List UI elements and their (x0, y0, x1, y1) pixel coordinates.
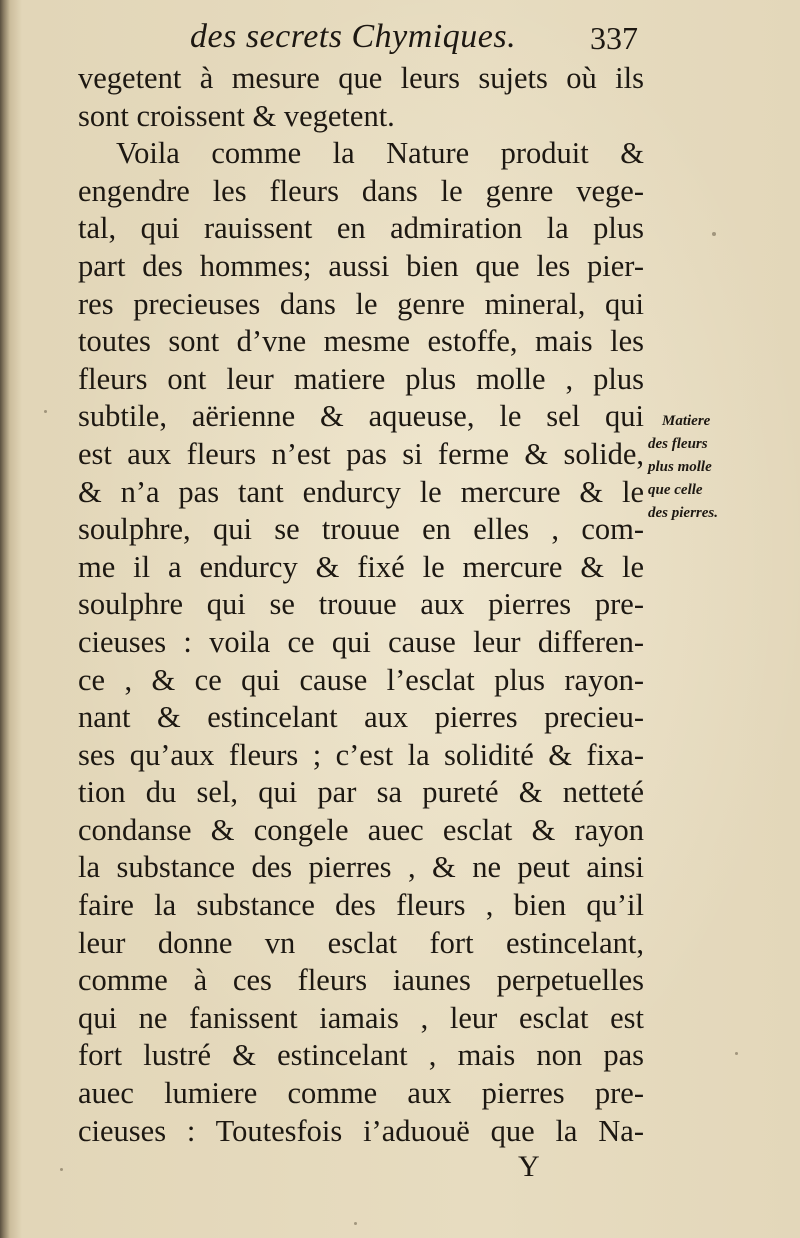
text-line: vegetent à mesure que leurs sujets où ils (78, 61, 644, 95)
paper-speck (354, 1222, 357, 1225)
margin-note-line: Matiere (662, 413, 711, 429)
text-line: cieuses : voila ce qui cause leur differen- (78, 624, 644, 659)
text-line: fort lustré & estincelant , mais non pas (78, 1038, 644, 1073)
paper-speck (44, 410, 47, 413)
margin-note-line: des fleurs (648, 436, 708, 452)
text-line: nant & estincelant aux pierres precieu- (78, 700, 644, 735)
signature-mark: Y (518, 1150, 540, 1183)
text-line: & n’a pas tant endurcy le mercure & le (78, 474, 644, 509)
text-line: qui ne fanissent iamais , leur esclat est (78, 1000, 644, 1035)
margin-note (648, 410, 768, 525)
body-text (78, 60, 644, 1150)
text-line: toutes sont d’vne mesme estoffe, mais les (78, 324, 644, 359)
text-line: soulphre, qui se trouue en elles , com- (78, 512, 644, 547)
text-line: engendre les fleurs dans le genre vege- (78, 173, 644, 208)
text-line: cieuses : Toutesfois i’aduouë que la Na- (78, 1113, 644, 1148)
text-line: est aux fleurs n’est pas si ferme & solide, (78, 436, 644, 471)
text-line: subtile, aërienne & aqueuse, le sel qui (78, 399, 644, 434)
text-line: Voila comme la Nature produit & (116, 136, 644, 171)
text-line: leur donne vn esclat fort estincelant, (78, 925, 644, 960)
text-line: res precieuses dans le genre mineral, qui (78, 286, 644, 321)
running-title: des secrets Chymiques. (190, 18, 517, 55)
text-line: me il a endurcy & fixé le mercure & le (78, 549, 644, 584)
text-line: faire la substance des fleurs , bien qu’il (78, 888, 644, 923)
text-line: ce , & ce qui cause l’esclat plus rayon- (78, 662, 644, 697)
text-line: sont croissent & vegetent. (78, 98, 395, 133)
text-line: auec lumiere comme aux pierres pre- (78, 1076, 644, 1111)
text-line: fleurs ont leur matiere plus molle , plus (78, 361, 644, 396)
page-header (190, 14, 640, 60)
margin-note-line: des pierres. (648, 505, 718, 521)
text-line: soulphre qui se trouue aux pierres pre- (78, 587, 644, 622)
margin-note-line: plus molle (648, 459, 712, 475)
text-line: part des hommes; aussi bien que les pier- (78, 248, 644, 283)
text-line: condanse & congele auec esclat & rayon (78, 812, 644, 847)
margin-note-line: que celle (648, 482, 703, 498)
text-line: la substance des pierres , & ne peut ainsi (78, 850, 644, 885)
paper-speck (60, 1168, 63, 1171)
paper-speck (712, 232, 716, 236)
page-number: 337 (590, 20, 638, 56)
text-line: tion du sel, qui par sa pureté & netteté (78, 775, 644, 810)
text-line: comme à ces fleurs iaunes perpetuelles (78, 963, 644, 998)
text-line: ses qu’aux fleurs ; c’est la solidité & fixa- (78, 737, 644, 772)
text-line: tal, qui rauissent en admiration la plus (78, 211, 644, 246)
paper-speck (735, 1052, 738, 1055)
